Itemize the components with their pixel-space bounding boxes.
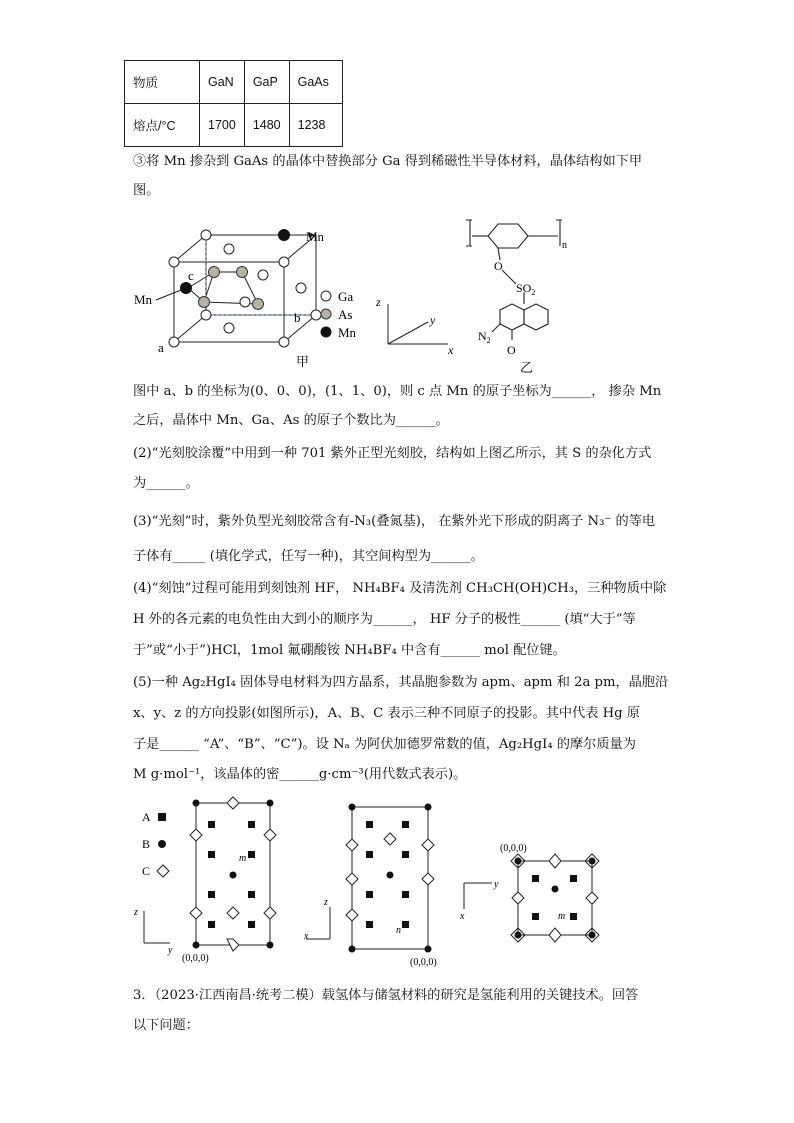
origin-3: (0,0,0) [500,843,527,854]
table-cell: 物质 [125,61,200,104]
photoresist-structure [460,214,600,374]
q5-line1: (5)一种 Ag₂HgI₄ 固体导电材料为四方晶系，其晶胞参数为 apm、apm 和 2a pm，晶胞沿 [133,675,669,690]
origin-2: (0,0,0) [410,957,437,968]
label-n: n [396,925,401,936]
mn-left-label: Mn [134,292,153,307]
table-cell: GaP [244,61,289,104]
projection-figure [130,795,630,975]
p3-axis-y: y [494,879,499,890]
projection-panel-2 [346,804,437,969]
table-cell: 1480 [244,104,289,147]
q3-line1: (3)“光刻”时，紫外负型光刻胶常含有-N₃(叠氮基)， 在紫外光下形成的阴离子 N₃⁻ 的等电 [133,514,656,529]
next-question-line2: 以下问题： [133,1018,199,1033]
p2-axis-x: x [304,931,309,942]
axis-x: x [448,343,454,357]
p1-axis-y: y [168,945,173,956]
projection-panel-3 [500,843,599,942]
q5-line2: x、y、z 的方向投影(如图所示)，A、B、C 表示三种不同原子的投影。其中代表 Hg 原 [133,706,640,721]
legend-a: A [142,810,151,824]
sulfonyl-label: $SO_2$ [516,281,536,297]
item3-line2: 图。 [133,183,160,198]
diazo-label: $N_2$ [478,329,491,345]
q2-line1: (2)“光刻胶涂覆”中用到一种 701 紫外正型光刻胶，结构如上图乙所示，其 S 的杂化方式 [133,446,652,461]
projection-panel-1 [182,797,276,964]
point-a-label: a [158,340,164,355]
q-coords-line2: 之后，晶体中 Mn、Ga、As 的原子个数比为______。 [133,413,449,428]
table-cell: GaN [200,61,245,104]
label-m-2: m [558,911,566,922]
ether-o: O [494,259,503,273]
point-b-label: b [294,310,301,325]
p3-axis-x: x [460,911,465,922]
repeat-n: n [562,240,567,251]
melting-point-table [124,60,343,147]
table-header-row [125,61,343,104]
mn-top-label: Mn [306,229,325,244]
fig-yi-caption: 乙 [520,360,534,374]
point-c-label: c [188,268,194,283]
p2-axis-z: z [324,897,328,908]
table-cell: 熔点/°C [125,104,200,147]
fig-jia-caption: 甲 [296,354,310,369]
carbonyl-o: O [507,343,516,357]
xyz-axes [372,292,462,358]
q5-line4: M g·mol⁻¹，该晶体的密______g·cm⁻³(用代数式表示)。 [133,767,467,782]
q4-line1: (4)“刻蚀”过程可能用到刻蚀剂 HF， NH₄BF₄ 及清洗剂 CH₃CH(OH)CH₃，三种物质中除 [133,581,667,596]
q4-line3: 于”或“小于”)HCl，1mol 氟硼酸铵 NH₄BF₄ 中含有______ mol 配位键。 [133,643,566,658]
legend-c: C [142,864,151,878]
q2-line2: 为______。 [133,476,199,491]
next-question-line1: 3．（2023·江西南昌·统考二模）载氢体与储氢材料的研究是氢能利用的关键技术。回答 [133,988,639,1003]
legend-ga: Ga [338,289,354,304]
legend-mn: Mn [338,325,357,340]
q3-line2: 子体有_____ (填化学式，任写一种)，其空间构型为______。 [133,549,484,564]
label-m: m [239,853,247,864]
legend-as: As [338,307,353,322]
q-coords-line1: 图中 a、b 的坐标为(0、0、0)，(1、1、0)，则 c 点 Mn 的原子坐标为______， 掺杂 Mn [133,384,662,399]
origin-1: (0,0,0) [182,953,209,964]
table-row [125,104,343,147]
q4-line2: H 外的各元素的电负性由大到小的顺序为______， HF 分子的极性______ (填“大于”等 [133,612,636,627]
q5-line3: 子是______ “A”、“B”、“C”)。设 Nₐ 为阿伏加德罗常数的值，Ag₂HgI₄ 的摩尔质量为 [133,737,636,752]
axis-y: y [430,313,436,327]
item3-line1: ③将 Mn 掺杂到 GaAs 的晶体中替换部分 Ga 得到稀磁性半导体材料，晶体结构如下甲 [133,154,643,169]
table-cell: 1700 [200,104,245,147]
legend-b: B [142,837,151,851]
axis-z: z [376,295,381,309]
table-cell: 1238 [289,104,342,147]
p1-axis-z: z [134,907,138,918]
table-cell: GaAs [289,61,342,104]
